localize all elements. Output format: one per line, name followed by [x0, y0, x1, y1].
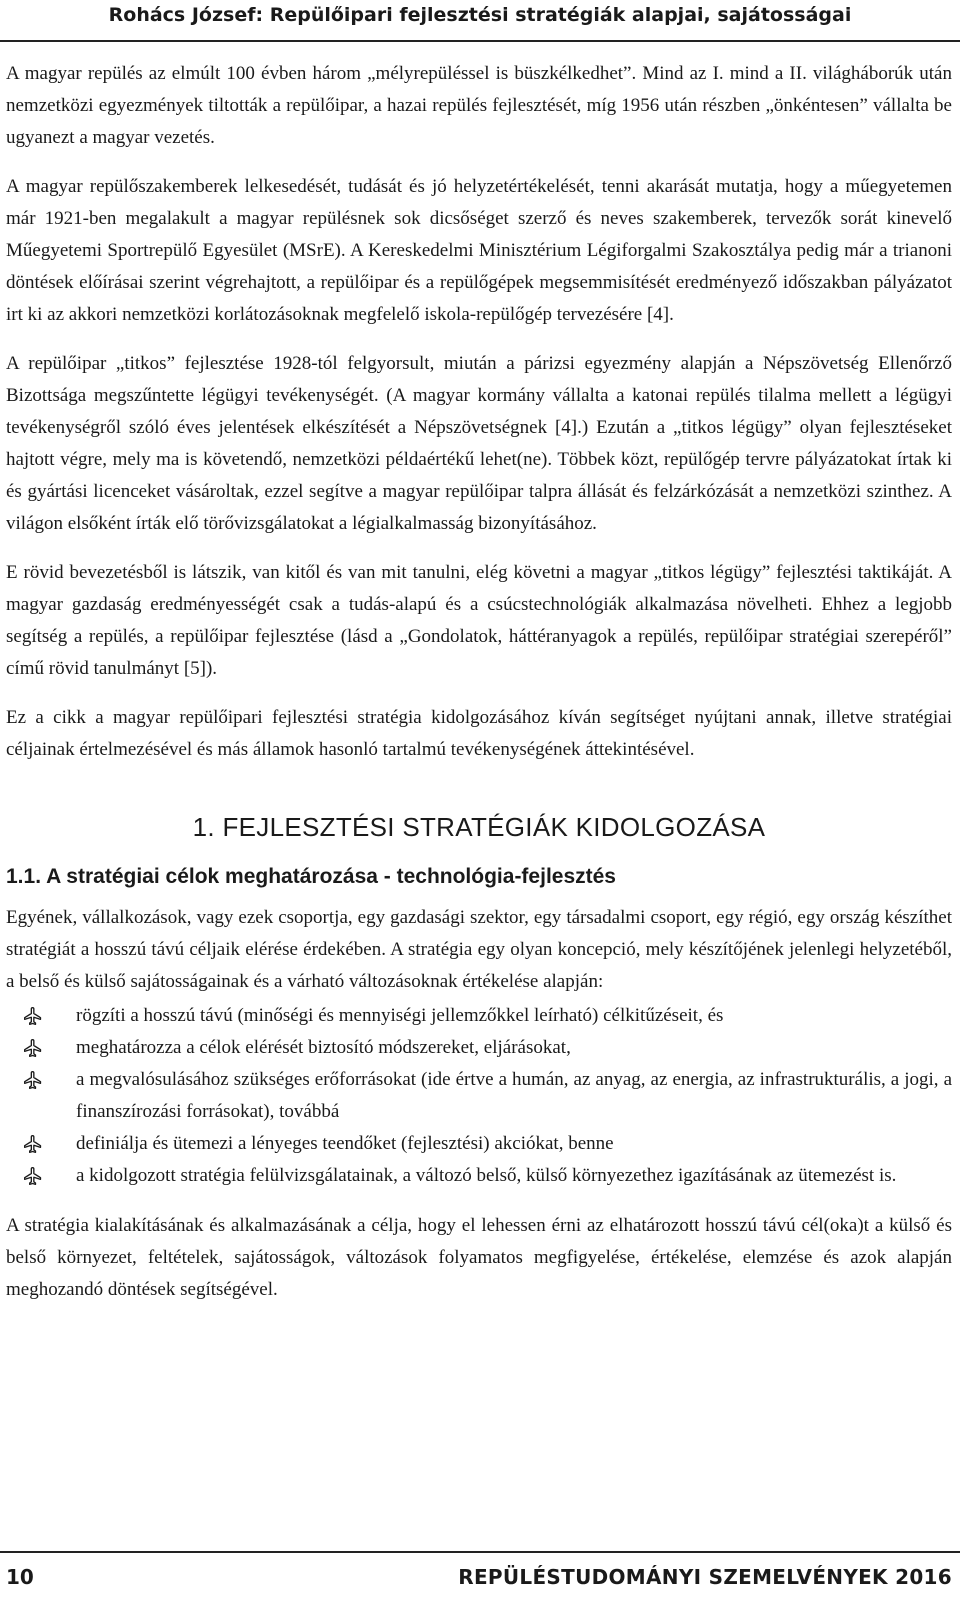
airplane-icon — [20, 1128, 46, 1160]
goal-text: rögzíti a hosszú távú (minőségi és mennyiségi jellemzőkkel leírható) célkitűzéseit, és — [76, 1005, 724, 1026]
goal-text: a megvalósulásához szükséges erőforrásokat (ide értve a humán, az anyag, az energia, az infrastrukturális, a jogi, a finanszírozási forrásokat), továbbá — [76, 1069, 952, 1122]
goal-text: a kidolgozott stratégia felülvizsgálatainak, a változó belső, külső környezethez igazításának az ütemezést is. — [76, 1165, 897, 1186]
paragraph-lessons: E rövid bevezetésből is látszik, van kitől és van mit tanulni, elég követni a magyar „titkos légügy” fejlesztési taktikáját. A magyar gazdaság eredményességét csak a tudás-alapú és a csúcstechnológiák alkalmazása növelheti. Ehhez a legjobb segítség a repülés, a repülőipar fejlesztése (lásd a „Gondolatok, háttéranyagok a repülés, repülőipar stratégiai szerepéről” című rövid tanulmányt [5]). — [6, 562, 952, 679]
list-item — [6, 1128, 952, 1160]
page-number: 10 — [6, 1565, 34, 1589]
body-text — [6, 58, 952, 1323]
page-footer — [0, 1560, 960, 1594]
chapter-heading: 1. FEJLESZTÉSI STRATÉGIÁK KIDOLGOZÁSA — [192, 812, 766, 842]
journal-name: REPÜLÉSTUDOMÁNYI SZEMELVÉNYEK 2016 — [458, 1565, 952, 1589]
running-header: Rohács József: Repülőipari fejlesztési stratégiák alapjai, sajátosságai — [108, 4, 852, 26]
list-item — [6, 1160, 952, 1192]
airplane-icon — [20, 1032, 46, 1064]
closing-paragraph: A stratégia kialakításának és alkalmazásának a célja, hogy el lehessen érni az elhatározott hosszú távú cél(oka)t a külső és belső környezet, feltételek, sajátosságok, változások folyamatos megfigyelése, értékelése, elemzése és azok alapján meghozandó döntések segítségével. — [6, 1215, 952, 1300]
paragraph-specialists: A magyar repülőszakemberek lelkesedését, tudását és jó helyzetértékelését, tenni akarását mutatja, hogy a műegyetemen már 1921-ben megalakult a magyar repülésnek sok dicsőséget szerző és neves szakemberek, tervezők sorát kinevelő Műegyetemi Sportrepülő Egyesület (MSrE). A Kereskedelmi Minisztérium Légiforgalmi Szakosztálya pedig már a trianoni döntések előírásai szerint végrehajtott, a repülőipar és a repülőgépek megsemmisítését eredményező időszakban pályázatot irt ki az akkori nemzetközi korlátozásoknak megfelelő iskola-repülőgép tervezésére [4]. — [6, 176, 952, 325]
goal-text: definiálja és ütemezi a lényeges teendőket (fejlesztési) akciókat, benne — [76, 1133, 614, 1154]
airplane-icon — [20, 1000, 46, 1032]
footer-rule — [0, 1551, 960, 1553]
list-item — [6, 1064, 952, 1128]
section-intro: Egyének, vállalkozások, vagy ezek csoportja, egy gazdasági szektor, egy társadalmi csoport, egy régió, egy ország készíthet stratégiát a hosszú távú céljaik elérése érdekében. A stratégia egy olyan koncepció, mely készítőjének jelenlegi helyzetéből, a belső és külső sajátosságainak és a várható változásoknak értékelése alapján: — [6, 907, 952, 992]
airplane-icon — [20, 1064, 46, 1096]
list-item — [6, 1032, 952, 1064]
airplane-icon — [20, 1160, 46, 1192]
list-item — [6, 1000, 952, 1032]
section-heading: 1.1. A stratégiai célok meghatározása - technológia-fejlesztés — [6, 865, 616, 888]
paragraph-article-aim: Ez a cikk a magyar repülőipari fejlesztési stratégia kidolgozásához kíván segítséget nyújtani annak, illetve stratégiai céljainak értelmezésével és más államok hasonló tartalmú tevékenységének áttekintésével. — [6, 707, 952, 760]
goal-list — [6, 1000, 952, 1192]
header-rule — [0, 40, 960, 42]
paragraph-secret-development: A repülőipar „titkos” fejlesztése 1928-tól felgyorsult, miután a párizsi egyezmény alapján a Népszövetség Ellenőrző Bizottsága megszűntette légügyi tevékenységét. (A magyar kormány vállalta a katonai repülés tilalma mellett a légügyi tevékenységről szóló éves jelentések elkészítését a Népszövetségnek [4].) Ezután a „titkos légügy” olyan fejlesztéseket hajtott végre, mely ma is követendő, nemzetközi példaértékű lehet(ne). Többek közt, repülőgép tervre pályázatokat írtak ki és gyártási licenceket vásároltak, ezzel segítve a magyar repülőipar talpra állását és felzárkózását a nemzetközi szinthez. A világon elsőként írták elő törővizsgálatokat a légialkalmasság bizonyításához. — [6, 353, 952, 534]
goal-text: meghatározza a célok elérését biztosító módszereket, eljárásokat, — [76, 1037, 571, 1058]
paragraph-intro: A magyar repülés az elmúlt 100 évben három „mélyrepüléssel is büszkélkedhet”. Mind az I. mind a II. világháborúk után nemzetközi egyezmények tiltották a repülőipar, a hazai repülés fejlesztését, míg 1956 után részben „önkéntesen” vállalta be ugyanezt a magyar vezetés. — [6, 63, 952, 148]
